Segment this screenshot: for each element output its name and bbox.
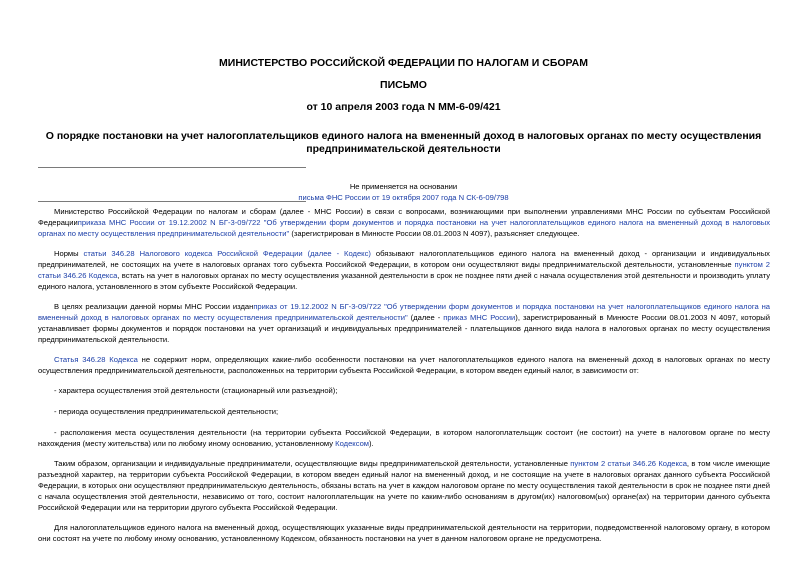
article-346-26-link[interactable]: пунктом 2 статьи 346.26 Кодекса [570,459,687,468]
paragraph-text: обязывают налогоплательщиков единого налога на вмененный доход - организации и индивидуальных предпринимателей, не состоящих на учете в налоговых органах того субъекта Российской Федерации, в котором они осуществляют виды предпринимательской деятельности, установленные [38,249,770,269]
mns-order-link[interactable]: приказ МНС России [443,313,516,322]
paragraph-3 [38,301,770,345]
document-type: ПИСЬМО [380,79,427,91]
list-item: - характера осуществления этой деятельности (стационарный или разъездной); [54,386,338,395]
paragraph-text: Министерство Российской Федерации по налогам и сборам (далее - МНС России) в связи с вопросами, возникающими при выполнении управлениями МНС России по субъектам Российской Федерации [38,207,770,227]
divider-bottom [38,201,306,202]
paragraph-5 [38,458,770,513]
divider-top [38,167,306,168]
article-346-26-link[interactable]: пунктом 2 статьи 346.26 Кодекса [38,260,770,280]
order-link[interactable]: приказ от 19.12.2002 N БГ-3-09/722 "Об утверждении форм документов и порядка постановки на учет налогоплательщиков единого налога на вмененный доход в налоговых органах по месту осуществления предпринимательской деятельности" [38,302,770,322]
ministry-heading: МИНИСТЕРСТВО РОССИЙСКОЙ ФЕДЕРАЦИИ ПО НАЛОГАМ И СБОРАМ [219,57,588,69]
paragraph-text: ). [369,439,374,448]
paragraph-text: Таким образом, организации и индивидуальные предприниматели, осуществляющие виды предпринимательской деятельности, установленные [54,459,571,468]
status-note-link[interactable]: письма ФНС России от 19 октября 2007 года N СК-6-09/798 [298,193,509,202]
status-note [260,181,547,203]
paragraph-text: - расположения места осуществления деятельности (на территории субъекта Российской Федерации, в котором налогоплательщик состоит (не состоит) на учете в налоговом органе по месту нахождения (месту жительства) или по любому иному основанию, установленному [38,428,770,448]
code-link[interactable]: Кодексом [335,439,370,448]
paragraph-text: , встать на учет в налоговых органах по месту осуществления указанной деятельности в срок не позднее пяти дней с начала осуществления этой деятельности и производить уплату единого налога, установленного в этом субъекте Российской Федерации. [38,271,770,291]
paragraph-text: (далее - [407,313,444,322]
list-item: - периода осуществления предпринимательской деятельности; [54,407,279,416]
paragraph-text: (зарегистрирован в Минюсте России 08.01.2003 N 4097), разъясняет следующее. [289,229,580,238]
status-note-text: Не применяется на основании [349,182,458,191]
document-title: О порядке постановки на учет налогоплательщиков единого налога на вмененный доход в налоговых органах по месту осуществления предпринимательской деятельности [45,130,762,155]
list-item [38,427,770,449]
tax-code-article-link[interactable]: статьи 346.28 Налогового кодекса Российской Федерации [83,249,303,258]
paragraph-text: Нормы [54,249,84,258]
paragraph-text: ), зарегистрированный в Минюсте России 08.01.2003 N 4097, который устанавливает формы документов и порядок постановки на учет организаций и индивидуальных предпринимателей - плательщиков данного вида налога в налоговых органах по месту осуществления предпринимательской деятельности. [38,313,771,344]
order-link[interactable]: приказа МНС России от 19.12.2002 N БГ-3-09/722 "Об утверждении форм документов и порядка постановки на учет налогоплательщиков единого налога на вмененный доход в налоговых органах по месту осуществления предпринимательской деятельности" [38,218,770,238]
paragraph-2 [38,248,770,292]
document-date: от 10 апреля 2003 года N ММ-6-09/421 [306,101,501,113]
paragraph-1 [38,206,770,239]
code-abbrev-link[interactable]: (далее - Кодекс) [307,249,371,258]
paragraph-text: не содержит норм, определяющих какие-либо особенности постановки на учет налогоплательщиков единого налога на вмененный доход в налоговых органах по месту осуществления предпринимательской деятельности, расположенных на территории субъекта Российской Федерации, в котором введен единый налог, в зависимости от: [38,355,770,375]
paragraph-text: В целях реализации данной нормы МНС России издан [54,302,254,311]
document-body [38,206,770,553]
paragraph-4 [38,354,770,376]
paragraph-text: , в том числе имеющие разъездной характер, на территории субъекта Российской Федерации, в котором введен единый налог на вмененный доход, и не состоящие на учете в налоговых органах данного субъекта Российской Федерации, в которых они осуществляют предпринимательскую деятельность, обязаны встать на учет в каждом налоговом органе по месту осуществления такой деятельности в срок не позднее пяти дней с начала осуществления этой деятельности, независимо от того, состоит налогоплательщик на учете по каким-либо основаниям в другом(их) налоговом(ых) органе(ах) на территории данного субъекта Российской Федерации или на территории другого субъекта Российской Федерации. [38,459,770,512]
paragraph-6: Для налогоплательщиков единого налога на вмененный доход, осуществляющих указанные виды предпринимательской деятельности на территории, подведомственной налоговому органу, в котором они состоят на учете по любому иному основанию, установленному Кодексом, обязанность постановки на учет в данном налоговом органе не предусмотрена. [38,523,770,543]
article-346-28-link[interactable]: Статья 346.28 Кодекса [54,355,138,364]
